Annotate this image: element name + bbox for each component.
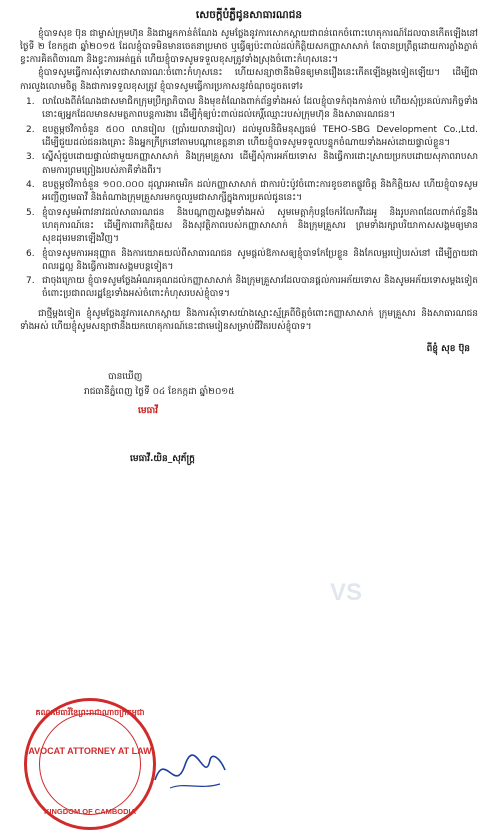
list-item: 6. ខ្ញុំបាទសូមការអនុញ្ញាត និងការយោគយល់ពីសាធារណជន សូមផ្តល់ឱកាសឲ្យខ្ញុំបាទកែប្រែខ្លួន និងកែលម្អរបៀបរស់នៅ ដើម្បីក្លាយជាពលរដ្ឋល្អ និងធ្វើការងារសង្គមបន្តទៀត។ [26,248,478,272]
list-item: 2. ឧបត្ថម្ភថវិកាចំនួន ៥០០ លានរៀល (ប្រាំរយលានរៀល) ដល់មូលនិធិមនុស្សធម៌ TEHO-SBG Development Co.,Ltd. ដើម្បីជួយដល់ជនរងគ្រោះ និងអ្នកក្រីក្រនៅតាមបណ្តាខេត្តនានា ហើយខ្ញុំបាទសូមទទួលបន្ទុកចំណាយទាំងអស់ដោយផ្ទាល់ខ្លួន។ [26,124,478,149]
document-title: សេចក្តីបំភ្លឺជូនសាធារណជន [195,9,303,21]
handwritten-signature [150,740,230,800]
lawyer-seal-stamp [24,698,156,830]
commitment-list [20,96,478,302]
list-item: 1. លាលែងពីតំណែងជាសមាជិកក្រុមប្រឹក្សាភិបាល និងមុខតំណែងពាក់ព័ន្ធទាំងអស់ ដែលខ្ញុំបាទកំពុងកាន់កាប់ ហើយសុំប្រគល់ភារកិច្ចទាំងនោះឲ្យអ្នកដែលមានសមត្ថភាពបន្តការងារ ដើម្បីកុំឲ្យប៉ះពាល់ដល់កេរ្តិ៍ឈ្មោះរបស់ក្រុមហ៊ុន និងសាធារណជន។ [26,97,478,121]
list-item: 7. ជាចុងក្រោយ ខ្ញុំបាទសូមថ្លែងអំណរគុណដល់កញ្ញាសាសាក់ និងក្រុមគ្រួសារដែលបានផ្តល់ការអភ័យទោស និងសូមអភ័យទោសម្តងទៀតចំពោះប្រជាពលរដ្ឋខ្មែរទាំងអស់ចំពោះកំហុសរបស់ខ្ញុំបាទ។ [26,276,478,300]
watermark: VS [330,579,363,606]
list-item: 5. ខ្ញុំបាទសូមអំពាវនាវដល់សាធារណជន និងបណ្តាញសង្គមទាំងអស់ សូមមេត្តាកុំបន្តចែករំលែកវីដេអូ និងរូបភាពដែលពាក់ព័ន្ធនឹងហេតុការណ៍នេះ ដើម្បីការពារកិត្តិយស និងសុវត្ថិភាពរបស់កញ្ញាសាសាក់ និងក្រុមគ្រួសារ ព្រមទាំងរក្សាបរិយាកាសសង្គមឲ្យមានសុខដុមរមនាឡើងវិញ។ [26,207,478,245]
place-date: រាជធានីភ្នំពេញ ថ្ងៃទី ០៤ ខែកក្កដា ឆ្នាំ២០១៥ [84,387,235,398]
lawyer-title: មេធាវី [138,406,158,417]
intro-paragraph: ខ្ញុំបាទសុខ ប៊ុន ជាម្ចាស់ក្រុមហ៊ុន និងជាអ្នកកាន់តំណែង សូមថ្លែងនូវការសោកស្តាយជាពន់ពេកចំពោះហេតុការណ៍ដែលបានកើតឡើងនៅថ្ងៃទី ២ ខែកក្កដា ឆ្នាំ២០១៥ ដែលខ្ញុំបាទមិនមានចេតនាប្រមាថ ឬធ្វើឲ្យប៉ះពាល់ដល់កិត្តិយសកញ្ញាសាសាក់ តែបានប្រព្រឹត្តដោយការភ្លាំងភ្លាត់ខ្វះការគិតពិចារណា និងខ្វះការអត់ធ្មត់ ហើយខ្ញុំបាទសូមទទួលខុសត្រូវទាំងស្រុងចំពោះកំហុសនេះ។ [20,28,478,66]
stamp-bottom-text: KINGDOM OF CAMBODIA [43,806,137,816]
intro-paragraph-2: ខ្ញុំបាទសូមធ្វើការសុំទោសជាសាធារណៈចំពោះកំហុសនេះ ហើយសន្យាថានឹងមិនឲ្យមានរឿងនេះកើតឡើងម្តងទៀតឡើយ។ ដើម្បីជាការលួងលោមចិត្ត និងជាការទទួលខុសត្រូវ ខ្ញុំបាទសូមធ្វើការប្រកាសនូវចំណុចដូចតទៅ៖ [20,68,478,92]
stamp-center-text: AVOCAT ATTORNEY AT LAW [28,746,152,756]
list-item: 3. ស្នើសុំជួបដោយផ្ទាល់ជាមួយកញ្ញាសាសាក់ និងក្រុមគ្រួសារ ដើម្បីសុំការអភ័យទោស និងធ្វើការដោះស្រាយប្រកបដោយសុភាពរាបសា តាមការព្រមព្រៀងរបស់ភាគីទាំងពីរ។ [26,152,478,176]
stamp-inner-ring [39,713,141,815]
list-item: 4. ឧបត្ថម្ភថវិកាចំនួន ១០០.០០០ ដុល្លារអាមេរិក ដល់កញ្ញាសាសាក់ ជាការប៉ះប៉ូវចំពោះការខូចខាតផ្លូវចិត្ត និងកិត្តិយស ហើយខ្ញុំបាទសូមអញ្ជើញមេធាវី និងតំណាងក្រុមគ្រួសារមកចូលរួមជាសាក្សីក្នុងការប្រគល់ជូននេះ។ [26,179,478,204]
stamp-top-text: គណៈមេធាវីនៃព្រះរាជាណាចក្រកម្ពុជា [35,708,145,717]
closing-paragraph: ជាថ្មីម្តងទៀត ខ្ញុំសូមថ្លែងនូវការសោកស្តាយ និងការសុំទោសយ៉ាងស្មោះស្ម័គ្រពីចិត្តចំពោះកញ្ញាសាសាក់ ក្រុមគ្រួសារ និងសាធារណជនទាំងអស់ ហើយខ្ញុំសូមសន្យាថានឹងយកហេតុការណ៍នេះជាមេរៀនសម្រាប់ជីវិតរបស់ខ្ញុំបាទ។ [20,308,478,333]
lawyer-name: មេធាវី.យិន_សុភ័ក្ត្រ [130,453,195,464]
seen-label: បានឃើញ [108,371,143,382]
author-signature-line: ពីខ្ញុំ សុខ ប៊ុន [426,344,470,355]
